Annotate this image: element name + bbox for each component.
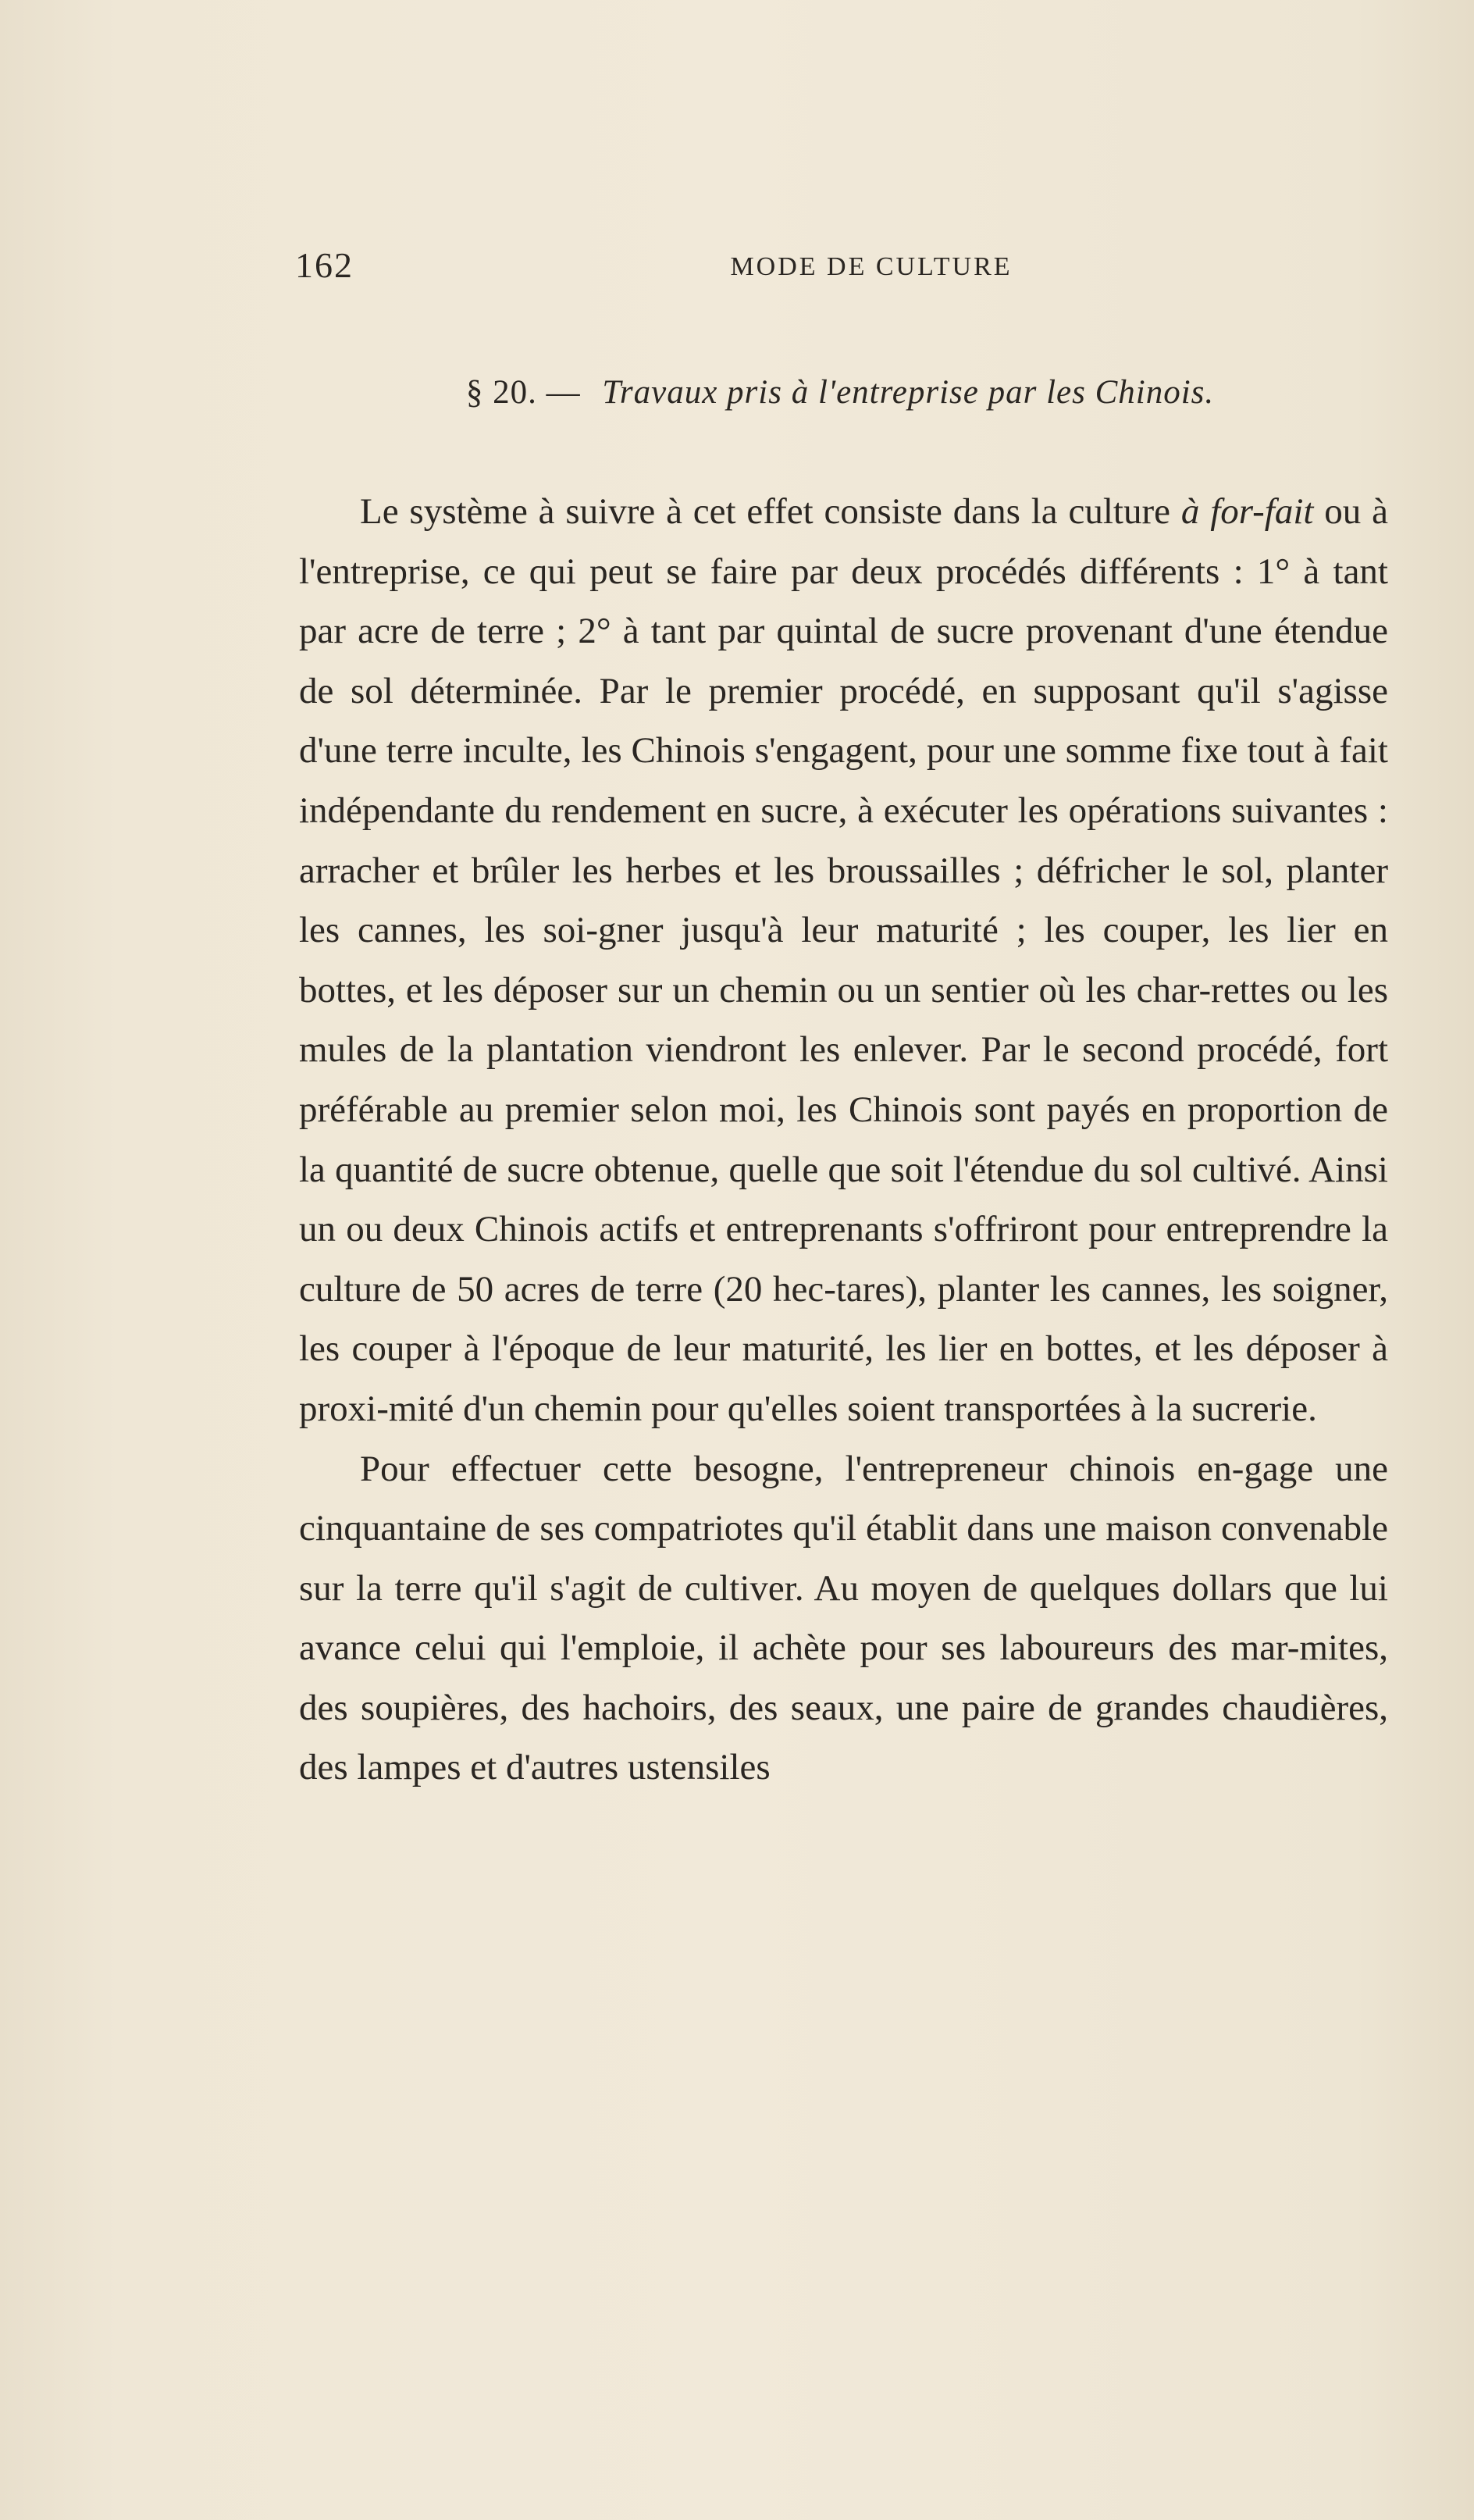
paragraph-1 xyxy=(299,482,1388,1439)
section-heading xyxy=(295,373,1385,412)
section-mark: § 20. — xyxy=(465,374,581,411)
running-title: MODE DE CULTURE xyxy=(730,252,1013,281)
body-text xyxy=(299,482,1388,1798)
paragraph-1-emphasis: à for-fait xyxy=(1180,491,1314,532)
paragraph-2: Pour effectuer cette besogne, l'entrepreneur chinois en-gage une cinquantaine de ses compatriotes qu'il établit dans une maison convenable sur la terre qu'il s'agit de cultiver. Au moyen de quelques dollars que lui avance celui qui l'emploie, il achète pour ses laboureurs des mar-mites, des soupières, des hachoirs, des seaux, une paire de grandes chaudières, des lampes et d'autres ustensiles xyxy=(299,1448,1388,1788)
section-title: Travaux pris à l'entreprise par les Chinois. xyxy=(602,374,1215,411)
page-number: 162 xyxy=(295,245,354,285)
paragraph-1-before: Le système à suivre à cet effet consiste dans la culture xyxy=(360,491,1181,532)
running-head xyxy=(295,244,1385,291)
paragraph-1-after: ou à l'entreprise, ce qui peut se faire par deux procédés différents : 1° à tant par acre de terre ; 2° à tant par quintal de sucre provenant d'une étendue de sol déterminée. Par le premier procédé, en supposant qu'il s'agisse d'une terre inculte, les Chinois s'engagent, pour une somme fixe tout à fait indépendante du rendement en sucre, à exécuter les opérations suivantes : arracher et brûler les herbes et les broussailles ; défricher le sol, planter les cannes, les soi-gner jusqu'à leur maturité ; les couper, les lier en bottes, et les déposer sur un chemin ou un sentier où les char-rettes ou les mules de la plantation viendront les enlever. Par le second procédé, fort préférable au premier selon moi, les Chinois sont payés en proportion de la quantité de sucre obtenue, quelle que soit l'étendue du sol cultivé. Ainsi un ou deux Chinois actifs et entreprenants s'offriront pour entreprendre la culture de 50 acres de terre (20 hec-tares), planter les cannes, les soigner, les couper à l'époque de leur maturité, les lier en bottes, et les déposer à proxi-mité d'un chemin pour qu'elles soient transportées à la sucrerie. xyxy=(299,491,1388,1429)
